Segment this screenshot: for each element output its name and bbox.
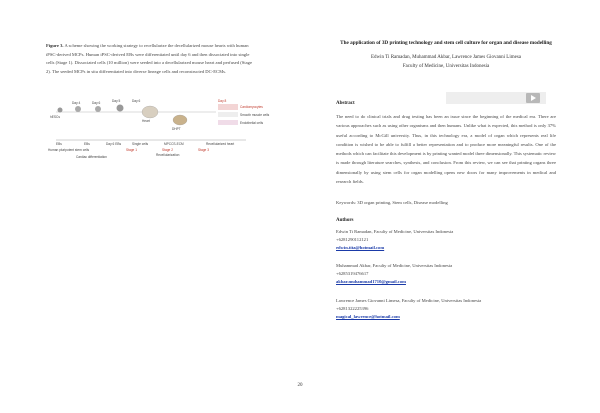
caption-text: A scheme showing the working strategy to recellularize the decellularized mouse hearts with human iPSC-derived MCPs. Human iPSC-derived EBs were differentiated until day 6 and then dissociated into single cells (Stage 1). Dissociated cells (10 million) were seeded into a decellularized mouse heart and perfused (Stage 2). The seeded MCPs in situ differentiated into diverse lineage cells and reconstructed DC-ECMs.	[46, 43, 253, 74]
video-player-bar[interactable]	[446, 92, 546, 104]
svg-text:Day 6: Day 6	[132, 99, 141, 103]
svg-text:Endothelial cells: Endothelial cells	[240, 121, 264, 125]
author-list: Edwin Ti Ramadan, Muhammad Akbar, Lawrence James Giovanni Limesa	[370, 55, 522, 60]
recellularized-heart-icon	[173, 115, 187, 125]
svg-text:Heart: Heart	[142, 119, 150, 123]
svg-text:Day 4: Day 4	[72, 101, 81, 105]
svg-text:Cardiac differentiation: Cardiac differentiation	[76, 155, 107, 159]
svg-text:Day 5: Day 5	[112, 99, 121, 103]
figure-caption	[46, 42, 258, 76]
svg-text:Stage 1: Stage 1	[126, 148, 137, 152]
author-phone: +6285319476617	[336, 271, 369, 276]
cardiomyocyte-icon	[218, 104, 238, 110]
author-email-link[interactable]: akbar.muhammad1710@gmail.com	[336, 279, 406, 284]
svg-text:Day 8: Day 8	[218, 99, 227, 103]
paper-header	[336, 38, 556, 71]
svg-text:MPCCS-ECM: MPCCS-ECM	[164, 142, 184, 146]
author-name: Edwin Ti Ramadan, Faculty of Medicine, Universitas Indonesia	[336, 229, 454, 234]
page-number: 20	[297, 383, 303, 388]
author-phone: +6281322225396	[336, 306, 369, 311]
eb-icon	[95, 106, 101, 112]
svg-text:Recellularization: Recellularization	[156, 153, 180, 157]
svg-text:Stage 3: Stage 3	[198, 148, 209, 152]
svg-text:Recellularized heart: Recellularized heart	[206, 142, 235, 146]
svg-text:Smooth muscle cells: Smooth muscle cells	[240, 113, 270, 117]
svg-text:Cardiomyocytes: Cardiomyocytes	[240, 105, 263, 109]
affiliation: Faculty of Medicine, Universitas Indonesia	[402, 64, 490, 69]
paper-title: The application of 3D printing technology and stem cell culture for organ and disease modelling	[340, 40, 552, 46]
svg-text:Day 6: Day 6	[92, 101, 101, 105]
svg-text:Stage 2: Stage 2	[162, 148, 173, 152]
authors-heading: Authors	[336, 218, 354, 223]
svg-text:EBs: EBs	[84, 142, 90, 146]
svg-text:EBs: EBs	[56, 142, 62, 146]
hesc-cell-icon	[58, 108, 63, 113]
svg-text:hESCs: hESCs	[50, 115, 60, 119]
author-name: Muhammad Akbar, Faculty of Medicine, Universitas Indonesia	[336, 263, 453, 268]
keywords: Keywords: 3D organ printing, Stem cells, Disease modelling	[336, 200, 448, 205]
heart-icon	[142, 106, 158, 118]
abstract-heading: Abstract	[336, 101, 355, 106]
endothelial-icon	[218, 120, 238, 125]
svg-text:Human pluripotent stem cells: Human pluripotent stem cells	[48, 148, 90, 152]
caption-label: Figure 3.	[46, 43, 64, 48]
play-icon[interactable]	[526, 93, 540, 103]
svg-text:DHPT: DHPT	[172, 127, 181, 131]
author-entry	[336, 228, 556, 252]
author-name: Lawrence James Giovanni Limesa, Faculty of Medicine, Universitas Indonesia	[336, 298, 482, 303]
author-entry	[336, 262, 556, 286]
svg-text:Single cells: Single cells	[132, 142, 149, 146]
abstract-body: The need to do clinical trials and drug testing has been an issue since the beginning of the medical era. There are various approaches such as using other organisms and then humans. Unlike what is expected, this method is only 37% useful according to McGill university. Thus, in this technology era, a model of organ which represents real life condition is wished to be able to fulfill a better representation and to produce more meaningful results. One of the methods which can facilitate this development is by printing wanted model three dimensionally. This systematic review is made through literature searches, synthesis, and conclusion. From this review, we can see that printing organs three dimensionally by using stem cells for organ modelling opens new doors for many improvements in medical and research fields.	[336, 114, 556, 185]
author-email-link[interactable]: magical_lawrence@hotmail.com	[336, 314, 400, 319]
eb-icon	[75, 106, 81, 112]
eb-icon	[117, 105, 124, 112]
author-email-link[interactable]: edwin.tita@hotmail.com	[336, 245, 385, 250]
recellularization-figure	[46, 98, 270, 162]
smooth-muscle-icon	[218, 112, 238, 117]
svg-text:Day 6 EBs: Day 6 EBs	[106, 142, 122, 146]
author-entry	[336, 297, 556, 321]
author-phone: +6281290112121	[336, 237, 369, 242]
